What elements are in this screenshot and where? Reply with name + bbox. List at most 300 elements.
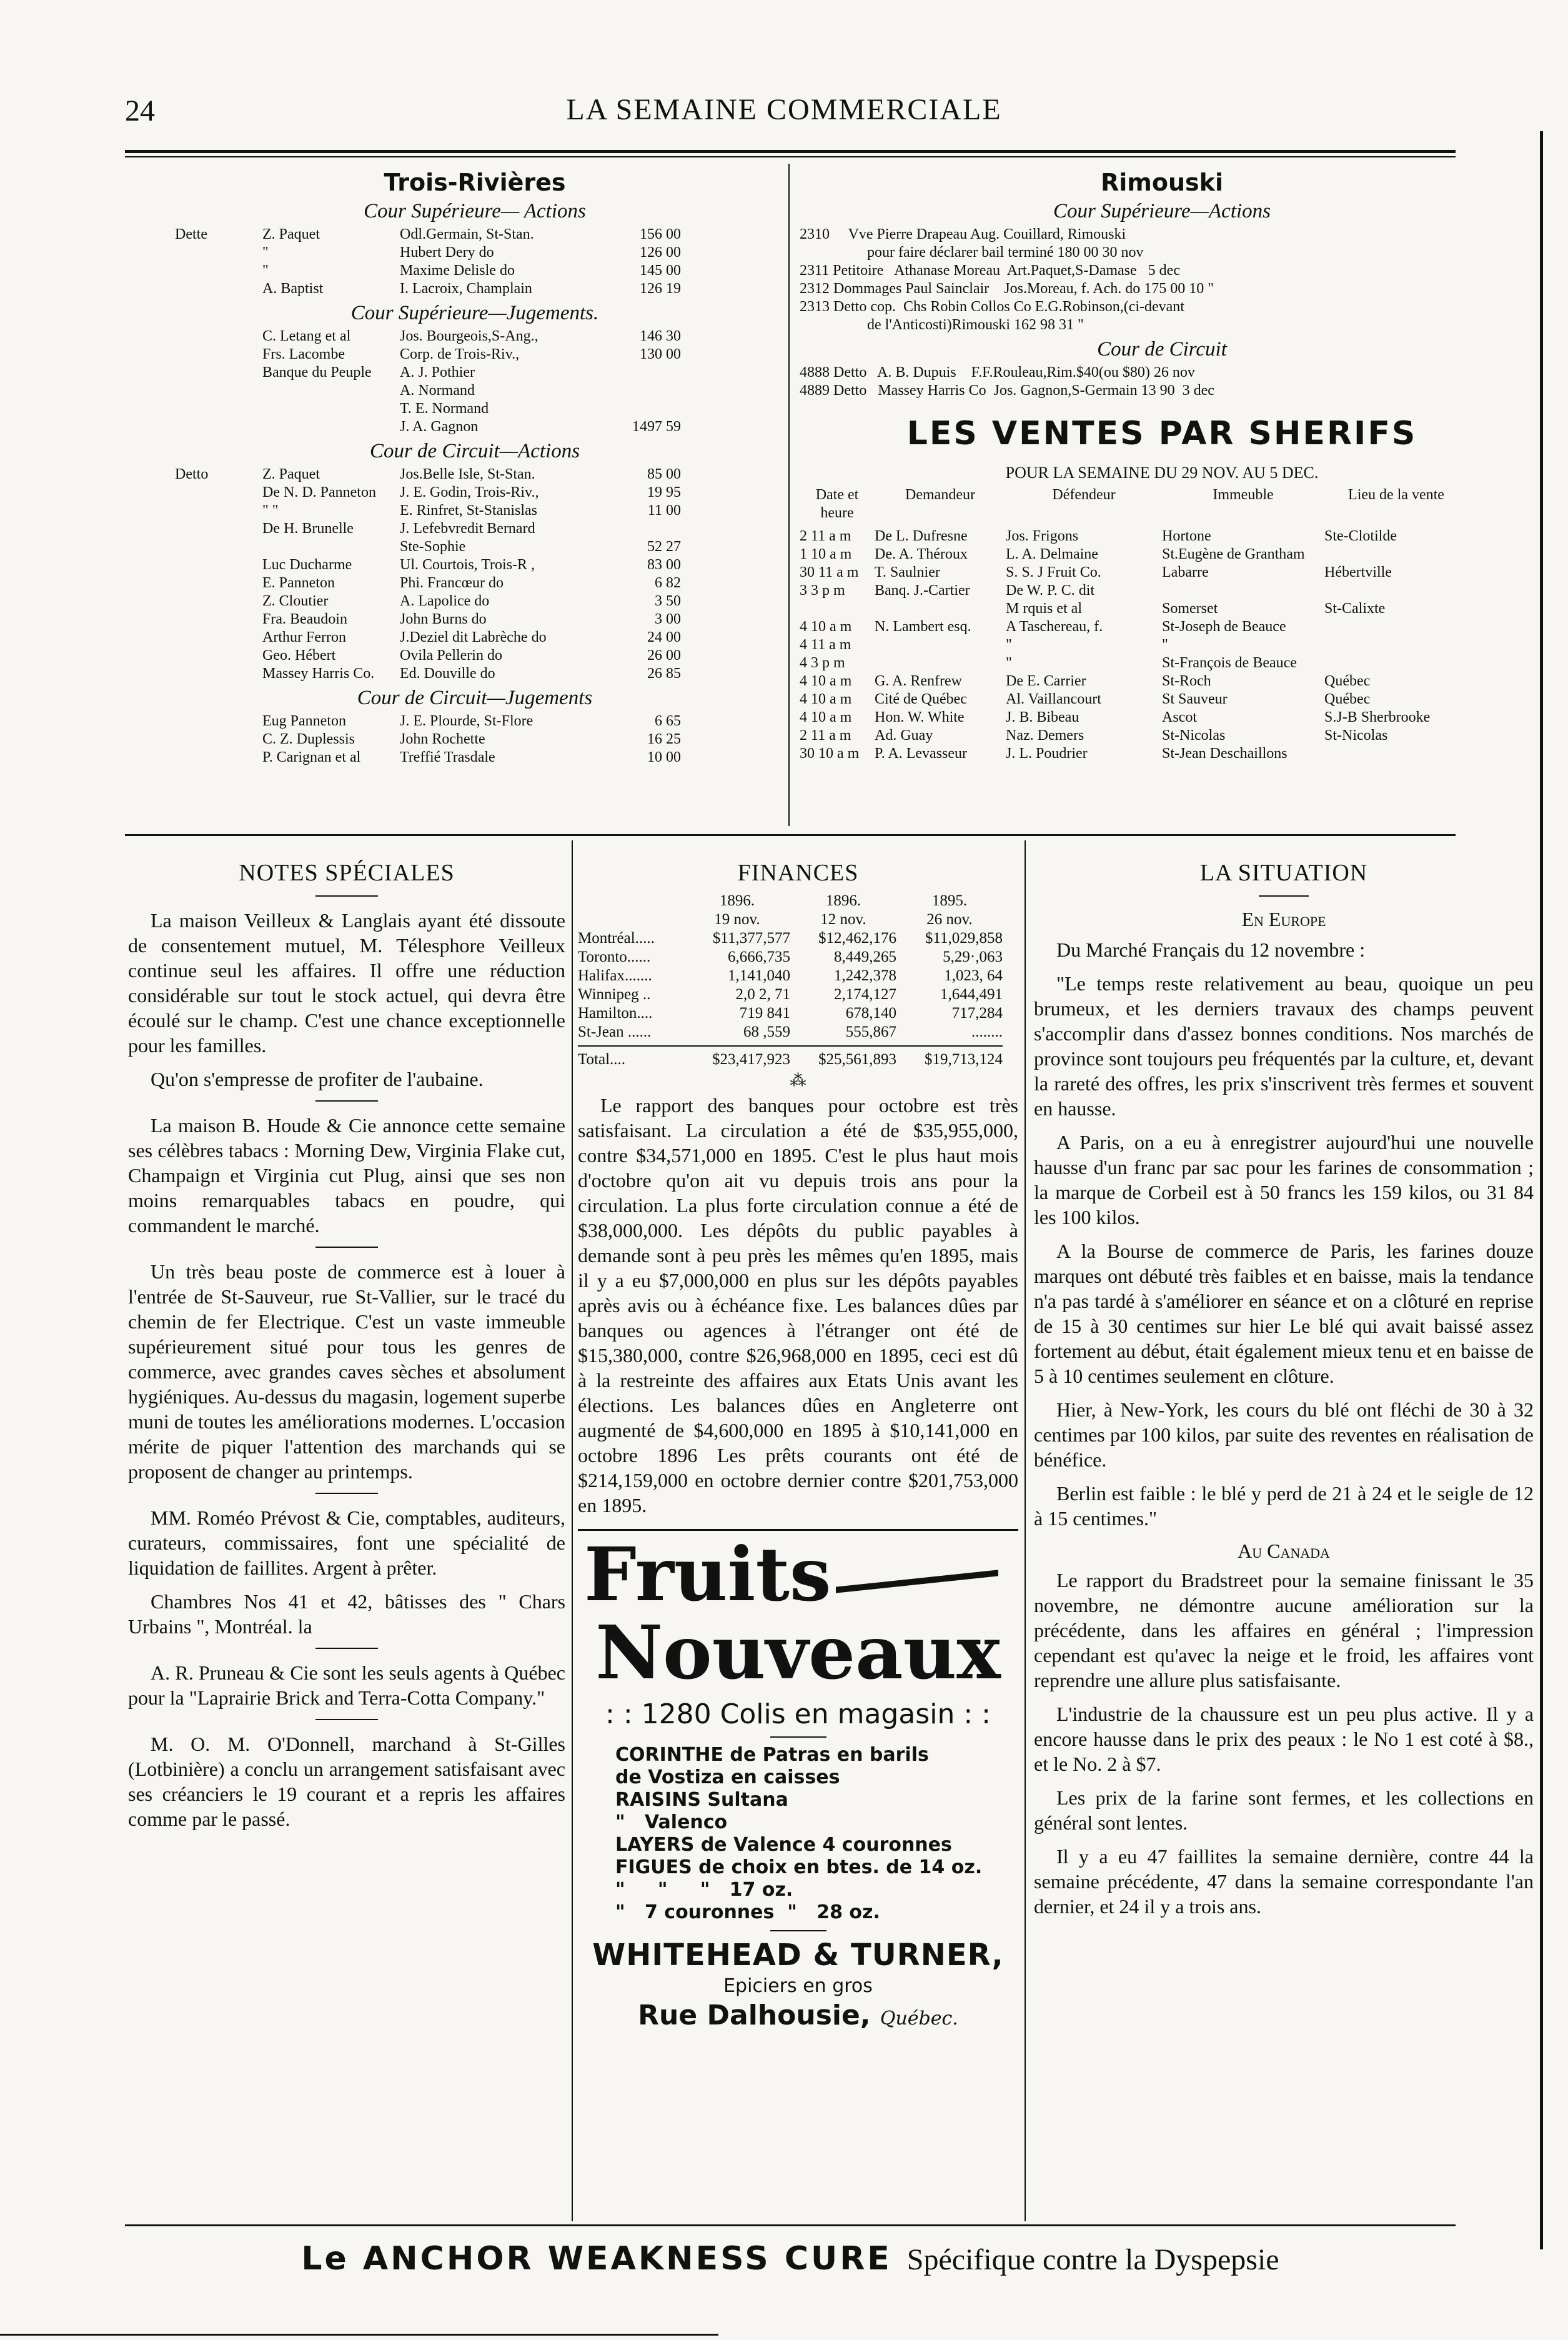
legal-cell: Banque du Peuple — [262, 364, 372, 381]
table-row — [800, 545, 1524, 564]
table-row — [800, 636, 1524, 654]
sheriff-cell: Naz. Demers — [1006, 727, 1084, 744]
legal-cell: J. Lefebvredit Bernard — [400, 520, 535, 537]
sheriff-cell — [875, 654, 1006, 672]
sheriff-col-header: Demandeur — [905, 487, 975, 503]
table-row — [800, 672, 1524, 690]
advert-item: de Vostiza en caisses — [615, 1766, 840, 1788]
notes-separator — [315, 1648, 378, 1649]
sheriff-cell — [1324, 654, 1468, 672]
legal-cell: " — [262, 244, 269, 261]
sheriff-cell: 4 3 p m — [800, 655, 845, 671]
legal-cell: C. Z. Duplessis — [262, 731, 355, 747]
legal-cell — [606, 400, 681, 418]
legal-cell: J. E. Godin, Trois-Riv., — [400, 484, 539, 500]
sheriff-cell — [1324, 582, 1468, 600]
table-row — [578, 967, 1018, 985]
trois-rivieres-title: Trois-Rivières — [384, 169, 566, 196]
legal-row — [175, 574, 775, 592]
notes-title: NOTES SPÉCIALES — [239, 860, 455, 886]
legal-cell: E. Panneton — [262, 575, 335, 591]
legal-cell: Ul. Courtois, Trois-R , — [400, 557, 535, 573]
legal-cell: Ste-Sophie — [400, 539, 466, 555]
notes-paragraph: M. O. M. O'Donnell, marchand à St-Gilles (Lotbinière) a conclu un arrangement satisfaisant avec ses créanciers le 19 courant et a repris les affaires comme par le passé. — [128, 1733, 565, 1830]
rimouski-court1-heading: Cour Supérieure—Actions — [1053, 200, 1271, 222]
legal-cell: 85 00 — [647, 466, 681, 482]
sheriff-cell: St-Jean Deschaillons — [1162, 745, 1288, 762]
notes-separator — [315, 1493, 378, 1494]
sheriff-cell: 2 11 a m — [800, 528, 851, 544]
trois-rivieres-courts — [175, 200, 775, 767]
sheriff-cell — [875, 636, 1006, 654]
legal-cell — [175, 262, 262, 280]
legal-row — [175, 346, 775, 364]
legal-cell — [175, 280, 262, 298]
fin-cell: Toronto...... — [578, 948, 651, 965]
legal-cell — [175, 538, 262, 556]
sheriff-table-body — [800, 527, 1524, 763]
finances-header-years — [578, 892, 1018, 910]
fin-date: 19 nov. — [714, 911, 760, 928]
sheriff-cell: Jos. Frigons — [1006, 528, 1079, 544]
top-column-divider — [788, 164, 790, 826]
legal-cell: 126 00 — [640, 244, 681, 261]
sheriff-cell: De L. Dufresne — [875, 528, 968, 544]
header-rule-thin — [125, 156, 1456, 157]
rimouski-court1-lines — [800, 226, 1524, 334]
sheriff-cell: Hébertville — [1324, 564, 1392, 580]
legal-cell: Z. Cloutier — [262, 593, 329, 609]
sheriff-cell: 4 10 a m — [800, 691, 852, 707]
sheriff-cell: St Sauveur — [1162, 691, 1228, 707]
situation-title: LA SITUATION — [1199, 860, 1368, 886]
legal-row — [175, 556, 775, 574]
fin-year: 1895. — [931, 892, 968, 909]
legal-row — [175, 262, 775, 280]
table-row — [800, 727, 1524, 745]
sheriff-sales-subtitle: POUR LA SEMAINE DU 29 NOV. AU 5 DEC. — [1005, 464, 1319, 482]
sheriff-cell: St-Nicolas — [1162, 727, 1226, 744]
legal-cell — [175, 647, 262, 665]
sheriff-cell: Al. Vaillancourt — [1006, 691, 1101, 707]
rimouski-court2-heading: Cour de Circuit — [1097, 338, 1227, 361]
advert-address: Rue Dalhousie, Québec. — [638, 1999, 958, 2031]
legal-cell: J.Deziel dit Labrèche do — [400, 629, 547, 645]
fin-cell: 68 ,559 — [743, 1023, 790, 1040]
situation-europe-body — [1034, 937, 1534, 1531]
advert-line3: : : 1280 Colis en magasin : : — [605, 1698, 991, 1730]
legal-cell — [175, 574, 262, 592]
sheriff-sales-title: LES VENTES PAR SHERIFS — [906, 415, 1417, 452]
legal-cell: Z. Paquet — [262, 466, 320, 482]
fin-spacer — [578, 910, 684, 929]
rimouski-line: 2312 Dommages Paul Sainclair Jos.Moreau, f. Ach. do 175 00 10 " — [800, 281, 1214, 297]
legal-cell: Odl.Germain, St-Stan. — [400, 226, 534, 242]
notes-paragraph: Chambres Nos 41 et 42, bâtisses des " Chars Urbains ", Montréal. la — [128, 1590, 565, 1638]
legal-cell: Detto — [175, 466, 209, 482]
fin-cell: 1,141,040 — [728, 967, 790, 984]
asterism: ⁂ — [790, 1072, 806, 1090]
legal-cell: 146 30 — [640, 328, 681, 344]
sheriff-cell — [1324, 545, 1468, 564]
legal-cell: Geo. Hébert — [262, 647, 336, 664]
fin-cell: 5,29·,063 — [943, 948, 1003, 965]
fin-cell: St-Jean ...... — [578, 1023, 652, 1040]
sheriff-col-header: Immeuble — [1213, 487, 1274, 503]
table-row — [800, 745, 1524, 763]
legal-cell: 11 00 — [647, 502, 681, 519]
sheriff-cell: M rquis et al — [1006, 600, 1082, 617]
legal-cell — [262, 400, 400, 418]
fin-total-cell: Total.... — [578, 1051, 626, 1068]
advert-item: " Valenco — [615, 1811, 728, 1833]
canada-paragraph: Les prix de la farine sont fermes, et les collections en général sont lentes. — [1034, 1786, 1534, 1834]
rimouski-line: 4888 Detto A. B. Dupuis F.F.Rouleau,Rim.$40(ou $80) 26 nov — [800, 364, 1195, 381]
notes-paragraph: Un très beau poste de commerce est à louer à l'entrée de St-Sauveur, rue St-Vallier, sur le tracé du chemin de fer Electrique. C'est un vaste immeuble supérieurement situé pour tous les genres de commerce, avec grandes caves sèches et absolument hygiéniques. Au-dessus du magasin, logement superbe muni de toutes les améliorations modernes. L'occasion mérite de piquer l'attention des marchands qui se proposent de changer au printemps. — [128, 1260, 565, 1483]
table-row — [578, 1004, 1018, 1023]
sheriff-cell: 4 10 a m — [800, 619, 852, 635]
table-row — [800, 618, 1524, 636]
legal-row — [175, 712, 775, 730]
advert-item: CORINTHE de Patras en barils — [615, 1744, 929, 1766]
legal-cell: Maxime Delisle do — [400, 262, 515, 279]
legal-row — [175, 226, 775, 244]
legal-cell: Phi. Francœur do — [400, 575, 504, 591]
sheriff-cell: 1 10 a m — [800, 546, 852, 562]
legal-cell: Z. Paquet — [262, 226, 320, 242]
sheriff-cell: 4 10 a m — [800, 709, 852, 725]
court-heading: Cour de Circuit—Jugements — [357, 687, 593, 709]
advert-line2: Nouveaux — [595, 1609, 1001, 1696]
sheriff-col-header: Date et heure — [815, 487, 859, 521]
notes-paragraph: A. R. Pruneau & Cie sont les seuls agents à Québec pour la "Laprairie Brick and Terra-Cotta Company." — [128, 1661, 565, 1709]
sheriff-cell: T. Saulnier — [875, 564, 940, 580]
legal-cell: 26 85 — [647, 665, 681, 682]
sheriff-cell: 3 3 p m — [800, 582, 845, 599]
fin-date: 12 nov. — [820, 911, 866, 928]
legal-cell: 1497 59 — [632, 419, 681, 435]
sheriff-cell: Cité de Québec — [875, 691, 967, 707]
europe-paragraph: A la Bourse de commerce de Paris, les farines douze marques ont débuté très faibles et en baisse, mais la tendance n'a pas tardé à s'améliorer en séance et on a clôturé en reprise de 15 à 30 centimes sur hier Le blé qui avait baissé assez fortement au début, était également mieux tenu et en baisse de 5 à 10 centimes seulement en clôture. — [1034, 1240, 1534, 1387]
legal-row — [175, 400, 775, 418]
legal-cell: Ed. Douville do — [400, 665, 495, 682]
legal-cell: 26 00 — [647, 647, 681, 664]
legal-cell: Dette — [175, 226, 207, 242]
sheriff-cell: St-Nicolas — [1324, 727, 1388, 744]
legal-cell — [175, 484, 262, 502]
table-row — [578, 929, 1018, 948]
sheriff-cell: Hon. W. White — [875, 709, 965, 725]
fin-total-cell: $25,561,893 — [818, 1051, 896, 1068]
fin-cell: $11,029,858 — [925, 930, 1003, 947]
fin-cell: 6,666,735 — [728, 948, 790, 965]
legal-cell — [175, 400, 262, 418]
legal-cell: Luc Ducharme — [262, 557, 352, 573]
sheriff-cell: 2 11 a m — [800, 727, 851, 744]
rimouski-line: pour faire déclarer bail terminé 180 00 30 nov — [800, 244, 1144, 261]
legal-cell — [175, 418, 262, 436]
advert-items — [578, 1744, 1018, 1924]
fin-cell: ........ — [971, 1023, 1003, 1040]
legal-row — [175, 665, 775, 683]
sheriff-cell: Hortone — [1162, 528, 1211, 544]
sheriff-cell: De W. P. C. dit — [1006, 582, 1095, 599]
canada-paragraph: Le rapport du Bradstreet pour la semaine finissant le 35 novembre, ne démontre aucune amélioration sur la précédente, dans les affaires en général ; l'impression cependant est qu'avec la neige et le froid, les affaires vont reprendre une allure plus satisfaisante. — [1034, 1569, 1534, 1691]
column-divider-2 — [1025, 840, 1026, 2221]
sheriff-cell: " — [1006, 655, 1012, 671]
table-row — [578, 1023, 1018, 1042]
legal-cell: Arthur Ferron — [262, 629, 346, 645]
fin-year: 1896. — [825, 892, 861, 909]
sheriff-cell — [800, 600, 875, 618]
legal-cell: 24 00 — [647, 629, 681, 645]
legal-cell: 126 19 — [640, 281, 681, 297]
legal-cell — [175, 364, 262, 382]
table-row — [578, 948, 1018, 967]
fruits-advert — [578, 1529, 1018, 2031]
column-divider-1 — [572, 840, 573, 2221]
page-number: 24 — [125, 94, 155, 127]
legal-row — [175, 647, 775, 665]
legal-row — [175, 610, 775, 629]
notes-paragraph: La maison B. Houde & Cie annonce cette semaine ses célèbres tabacs : Morning Dew, Virginia Flake cut, Champaign et Virginia cut Plug, ainsi que ses non moins remarquables tabacs en poudre, qui commandent le marché. — [128, 1114, 565, 1237]
notes-paragraph: La maison Veilleux & Langlais ayant été dissoute de consentement mutuel, M. Télesphore Veilleux continue seul les affaires. Il offre une réduction considérable sur tout le stock actuel, qui devra être écoulé sur le champ. C'est une chance exceptionnelle pour les familles. — [128, 909, 565, 1057]
fin-cell: Winnipeg .. — [578, 986, 651, 1003]
fin-cell: 678,140 — [845, 1005, 896, 1022]
fin-cell: 555,867 — [845, 1023, 896, 1040]
legal-cell: Fra. Beaudoin — [262, 611, 347, 627]
notes-paragraph: Qu'on s'empresse de profiter de l'aubaine. — [151, 1068, 484, 1090]
legal-cell: I. Lacroix, Champlain — [400, 281, 532, 297]
fin-cell: $11,377,577 — [712, 930, 790, 947]
europe-paragraph: "Le temps reste relativement au beau, quoique un peu brumeux, et les derniers travaux des champs peuvent s'accomplir dans d'assez bonnes conditions. Nos marchés de province sont toujours peu fréquentés par la culture, et, devant la rareté des offres, les prix s'inscrivent très fermes et souvent en hausse. — [1034, 972, 1534, 1120]
legal-cell: Ovila Pellerin do — [400, 647, 502, 664]
advert-line1: Fruits — [578, 1537, 1018, 1612]
rimouski-line: 2311 Petitoire Athanase Moreau Art.Paquet,S-Damase 5 dec — [800, 262, 1180, 279]
legal-cell: 83 00 — [647, 557, 681, 573]
legal-cell: A. Lapolice do — [400, 593, 490, 609]
advert-item: FIGUES de choix en btes. de 14 oz. — [615, 1856, 983, 1878]
legal-cell — [175, 502, 262, 520]
legal-cell — [175, 749, 262, 767]
legal-cell: J. A. Gagnon — [400, 419, 479, 435]
canada-paragraph: L'industrie de la chaussure est un peu plus active. Il y a encore hausse dans le prix des peaux : le No 1 est coté à $8., et le No. 2 à $7. — [1034, 1703, 1534, 1775]
notes-separator — [315, 1719, 378, 1720]
advert-item: " 7 couronnes " 28 oz. — [615, 1901, 880, 1923]
sheriff-cell: G. A. Renfrew — [875, 673, 962, 689]
finances-paragraph: Le rapport des banques pour octobre est très satisfaisant. La circulation a été de $35,955,000, contre $34,571,000 en 1895. C'est le plus haut mois d'octobre qu'on ait vu depuis trois ans pour la circulation. La plus forte circulation connue a été de $38,000,000. Les dépôts du public payables à demande sont à peu près les mêmes qu'en 1895, mais il y a eu $7,000,000 en plus sur les dépôts payables après avis ou à échéance fixe. Les balances dûes par banques ou agences à l'étranger ont été de $15,380,000, contre $26,968,000 en 1895, ceci est dû à la restreinte des affaires aux Etats Unis avant les élections. Les balances dûes en Angleterre ont augmenté de $4,600,000 en 1895 à $10,141,000 en octobre 1896 Les prêts courants ont été de $214,159,000 en octobre dernier contre $201,753,000 en 1895. — [578, 1094, 1018, 1516]
mid-rule — [125, 834, 1456, 836]
legal-cell: " " — [262, 502, 279, 519]
sheriff-cell: Québec — [1324, 691, 1371, 707]
sheriff-cell: J. B. Bibeau — [1006, 709, 1079, 725]
fin-spacer — [578, 892, 684, 910]
sheriff-cell: St-Joseph de Beauce — [1162, 619, 1286, 635]
legal-row — [175, 382, 775, 400]
situation-canada-body — [1034, 1568, 1534, 1919]
header-rule-thick — [125, 150, 1456, 153]
sheriff-cell — [1324, 745, 1468, 763]
bottom-edge-rule — [0, 2334, 718, 2336]
sheriff-cell: Québec — [1324, 673, 1371, 689]
legal-cell: A. Baptist — [262, 281, 324, 297]
sheriff-cell: L. A. Delmaine — [1006, 546, 1098, 562]
legal-cell: 130 00 — [640, 346, 681, 362]
sheriff-cell: S. S. J Fruit Co. — [1006, 564, 1101, 580]
legal-cell — [606, 382, 681, 400]
legal-cell — [262, 538, 400, 556]
legal-cell: John Rochette — [400, 731, 485, 747]
sheriff-cell — [1324, 636, 1468, 654]
legal-cell: " — [262, 262, 269, 279]
sheriff-cell: Ad. Guay — [875, 727, 933, 744]
fin-cell: $12,462,176 — [818, 930, 896, 947]
legal-cell: 16 25 — [647, 731, 681, 747]
court-heading: Cour Supérieure—Jugements. — [350, 302, 599, 324]
advert-item: LAYERS de Valence 4 couronnes — [615, 1834, 952, 1856]
sheriff-cell: J. L. Poudrier — [1006, 745, 1088, 762]
finances-table — [578, 892, 1018, 1069]
court-heading: Cour de Circuit—Actions — [369, 440, 580, 462]
court-heading: Cour Supérieure— Actions — [364, 200, 586, 222]
footer-tagline: Spécifique contre la Dyspepsie — [906, 2243, 1279, 2276]
sheriff-cell: Ste-Clotilde — [1324, 528, 1397, 544]
fin-cell: 719 841 — [739, 1005, 790, 1022]
legal-cell — [175, 592, 262, 610]
rimouski-line: 2310 Vve Pierre Drapeau Aug. Couillard, Rimouski — [800, 226, 1126, 242]
situation-column — [1034, 859, 1534, 1928]
footer-advert — [125, 2240, 1456, 2278]
trois-rivieres-section — [175, 169, 775, 767]
legal-cell: A. J. Pothier — [400, 364, 475, 381]
sheriff-cell: St-François de Beauce — [1162, 655, 1297, 671]
europe-paragraph: A Paris, on a eu à enregistrer aujourd'hui une nouvelle hausse d'un franc par sac pour les farines de consommation ; la marque de Corbeil est à 50 francs les 159 kilos, ou 31 84 les 100 kilos. — [1034, 1131, 1534, 1228]
legal-cell: J. E. Plourde, St-Flore — [400, 713, 533, 729]
europe-paragraph: Hier, à New-York, les cours du blé ont fléchi de 30 à 32 centimes par 100 kilos, par suite des reventes en réalisation de bénéfice. — [1034, 1398, 1534, 1471]
right-margin-rule — [1540, 131, 1543, 2249]
legal-row — [175, 749, 775, 767]
fin-year: 1896. — [719, 892, 755, 909]
sheriff-cell: " — [1006, 637, 1012, 653]
legal-cell — [606, 364, 681, 382]
sheriff-cell: S.J-B Sherbrooke — [1324, 709, 1431, 725]
sheriff-cell: 30 11 a m — [800, 564, 859, 580]
legal-cell — [175, 665, 262, 683]
advert-item: " " " 17 oz. — [615, 1879, 793, 1901]
advert-item: RAISINS Sultana — [615, 1789, 788, 1811]
legal-row — [175, 592, 775, 610]
legal-cell: 52 27 — [647, 539, 681, 555]
fin-date: 26 nov. — [926, 911, 973, 928]
legal-row — [175, 280, 775, 298]
sheriff-cell — [875, 600, 1006, 618]
sheriff-cell: A Taschereau, f. — [1006, 619, 1103, 635]
table-row — [800, 600, 1524, 618]
advert-firm: WHITEHEAD & TURNER, — [592, 1938, 1004, 1973]
legal-cell — [175, 730, 262, 749]
legal-row — [175, 244, 775, 262]
legal-cell: 156 00 — [640, 226, 681, 242]
sheriff-cell — [1162, 582, 1324, 600]
legal-row — [175, 466, 775, 484]
notes-separator — [315, 1247, 378, 1248]
sheriff-cell: Ascot — [1162, 709, 1197, 725]
legal-cell: E. Rinfret, St-Stanislas — [400, 502, 537, 519]
fin-cell: 717,284 — [951, 1005, 1003, 1022]
sheriff-cell: Banq. J.-Cartier — [875, 582, 970, 599]
table-row — [800, 527, 1524, 545]
sheriff-cell: St-Calixte — [1324, 600, 1386, 617]
canada-paragraph: Il y a eu 47 faillites la semaine dernière, contre 44 la semaine précédente, 47 dans la semaine correspondante l'an dernier, et 24 il y a trois ans. — [1034, 1845, 1534, 1918]
sheriff-table-header — [800, 486, 1524, 522]
legal-row — [175, 502, 775, 520]
legal-row — [175, 629, 775, 647]
sheriff-cell: 30 10 a m — [800, 745, 860, 762]
legal-cell — [175, 382, 262, 400]
sheriff-cell: St-Roch — [1162, 673, 1211, 689]
page-title: LA SEMAINE COMMERCIALE — [566, 93, 1002, 126]
legal-cell — [262, 382, 400, 400]
table-row — [800, 690, 1524, 709]
legal-cell: De N. D. Panneton — [262, 484, 376, 500]
sheriff-col-header: Défendeur — [1052, 487, 1116, 503]
sheriff-cell: St.Eugène de Grantham — [1162, 546, 1305, 562]
sheriff-cell: Somerset — [1162, 600, 1218, 617]
legal-cell: A. Normand — [400, 382, 475, 399]
notes-column — [128, 859, 565, 1840]
rimouski-court2-lines — [800, 364, 1524, 400]
finances-column — [578, 859, 1018, 2031]
sheriff-cell: 4 10 a m — [800, 673, 852, 689]
situation-subtitle-canada: Au Canada — [1238, 1540, 1330, 1562]
situation-subtitle-europe: En Europe — [1241, 908, 1326, 930]
legal-cell: Treffié Trasdale — [400, 749, 495, 765]
finances-rows — [578, 929, 1018, 1042]
legal-cell: 3 00 — [655, 611, 681, 627]
legal-cell: Jos.Belle Isle, St-Stan. — [400, 466, 535, 482]
sheriff-col-header: Lieu de la vente — [1348, 487, 1444, 503]
sheriff-cell — [1324, 618, 1468, 636]
legal-cell — [175, 629, 262, 647]
notes-body — [128, 908, 565, 1831]
table-row — [800, 564, 1524, 582]
fin-total-cell: $23,417,923 — [712, 1051, 790, 1068]
rimouski-line: de l'Anticosti)Rimouski 162 98 31 " — [800, 317, 1084, 333]
legal-row — [175, 364, 775, 382]
rimouski-title: Rimouski — [1101, 169, 1223, 196]
legal-cell — [175, 244, 262, 262]
legal-cell: Eug Panneton — [262, 713, 346, 729]
legal-cell: P. Carignan et al — [262, 749, 361, 765]
sheriff-cell: P. A. Levasseur — [875, 745, 967, 762]
legal-cell: Corp. de Trois-Riv., — [400, 346, 520, 362]
sheriff-cell: N. Lambert esq. — [875, 619, 971, 635]
sheriff-cell: Labarre — [1162, 564, 1209, 580]
legal-cell — [175, 712, 262, 730]
fin-cell: Hamilton.... — [578, 1005, 653, 1022]
notes-separator — [315, 895, 378, 897]
fin-cell: 2,0 2, 71 — [735, 986, 790, 1003]
legal-cell — [175, 327, 262, 346]
legal-cell: 6 65 — [655, 713, 681, 729]
legal-row — [175, 520, 775, 538]
legal-cell: 6 82 — [655, 575, 681, 591]
legal-row — [175, 418, 775, 436]
legal-cell: 145 00 — [640, 262, 681, 279]
legal-cell: De H. Brunelle — [262, 520, 354, 537]
footer-brand: Le ANCHOR WEAKNESS CURE — [301, 2240, 892, 2278]
fin-cell: Halifax....... — [578, 967, 652, 984]
